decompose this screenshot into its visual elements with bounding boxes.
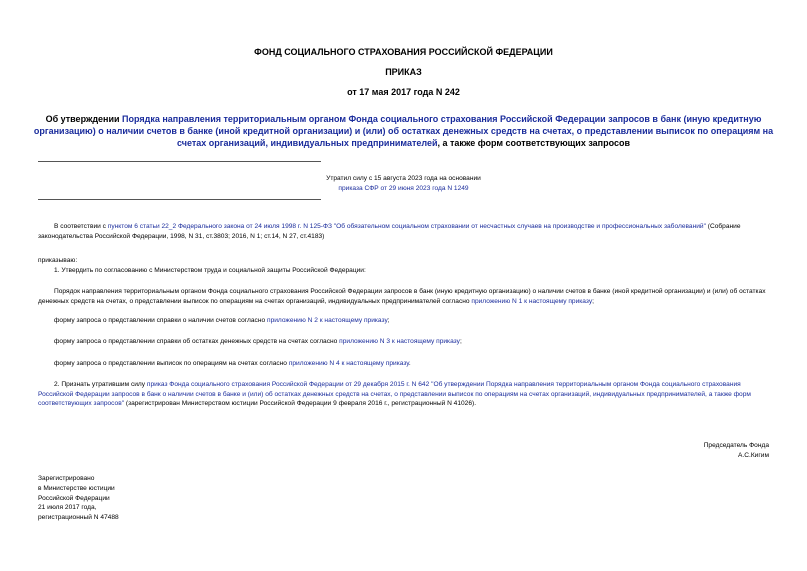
registration-line: Российской Федерации [38,494,110,502]
title-link[interactable]: Порядка направления территориальным органом Фонда социального страхования Российской Федерации запросов в банк (иную кредитную организацию) о наличии счетов в банке (иной кредитной организации) и (или) об остатках денежных средств на счетах, о представлении выписок по операциям на счетах организаций, индивидуальных предпринимателей [33,114,774,148]
appendix-4-link[interactable]: приложению N 4 к настоящему приказу [288,360,409,367]
item-2-text: 2. Признать утратившим силу [54,381,147,388]
registration-line: в Министерстве юстиции [38,484,115,492]
form-2-paragraph [38,337,773,347]
form-1-paragraph [38,316,773,326]
appendix-1-link[interactable]: приложению N 1 к настоящему приказу [471,297,593,305]
registration-block [38,474,119,523]
form-1-text: форму запроса о представлении справки о наличии счетов согласно [54,317,267,324]
form-2-text: форму запроса о представлении справки об остатках денежных средств на счетах согласно [54,338,340,345]
title-suffix: , а также форм соответствующих запросов [437,138,631,148]
repeal-notice-text: Утратил силу с 15 августа 2023 года на основании [326,175,481,182]
appendix-3-link[interactable]: приложению N 3 к настоящему приказу [339,338,460,345]
appendix-2-link[interactable]: приложению N 2 к настоящему приказу [267,317,388,324]
item-2 [38,380,773,409]
item-2-end: (зарегистрирован Министерством юстиции Российской Федерации 9 февраля 2016 г., регистрационный N 41026). [124,400,477,407]
registration-line: Зарегистрировано [38,475,95,482]
procedure-end: ; [592,297,594,305]
form-3-end: . [408,360,411,367]
registration-line: 21 июля 2017 года, [38,504,97,512]
order-word: приказываю: [38,257,78,264]
preamble-law-link[interactable]: пунктом 6 статьи 22_2 Федерального закона от 24 июля 1998 г. N 125-ФЗ "Об обязательном социальном страховании от несчастных случаев на производстве и профессиональных заболеваний" [107,223,706,230]
preamble-text-end: (Собрание законодательства Российской Федерации, 1998, N 31, ст.3803; 2016, N 1; ст.14, N 27, ст.4183) [38,223,741,240]
procedure-text: Порядок направления территориальным органом Фонда социального страхования Российской Федерации запросов в банк (иную кредитную организацию) о наличии счетов в банке (иной кредитной организации) и (или) об остатках денежных средств на счетах, о представлении выписок по операциям на счетах организаций, индивидуальных предпринимателей согласно [38,288,766,305]
form-2-end: ; [459,338,462,345]
title-prefix: Об утверждении [45,114,123,124]
document-type: ПРИКАЗ [385,67,422,77]
repeal-notice-link[interactable]: приказа СФР от 29 июня 2023 года N 1249 [338,185,469,192]
document-date-number: от 17 мая 2017 года N 242 [347,87,460,97]
signature-block [704,441,769,460]
preamble [38,222,773,241]
repeal-notice [0,174,807,194]
form-1-end: ; [387,317,390,324]
repealed-order-link[interactable]: приказ Фонда социального страхования Российской Федерации от 29 декабря 2015 г. N 642 "Об утверждении Порядка направления территориальным органом Фонда социального страхования Российской Федерации запросов в банк о наличии счетов в банке и (или) об остатках денежных средств на счетах, о представлении выписок по операциям на счетах организаций, индивидуальных предпринимателей, а также форм соответствующих запросов" [38,381,751,407]
signature-name: А.С.Кигим [738,451,769,459]
organization-name: ФОНД СОЦИАЛЬНОГО СТРАХОВАНИЯ РОССИЙСКОЙ ФЕДЕРАЦИИ [254,47,553,57]
item-1: 1. Утвердить по согласованию с Министерством труда и социальной защиты Российской Федерации: [54,267,366,274]
preamble-text: В соответствии с [54,223,108,230]
form-3-text: форму запроса о представлении выписок по операциям на счетах согласно [54,360,289,367]
registration-line: регистрационный N 47488 [38,514,119,522]
divider [38,199,321,200]
document-title [30,113,777,149]
form-3-paragraph [38,359,773,369]
procedure-paragraph [38,287,773,306]
divider [38,161,321,162]
signature-position: Председатель Фонда [703,442,769,449]
